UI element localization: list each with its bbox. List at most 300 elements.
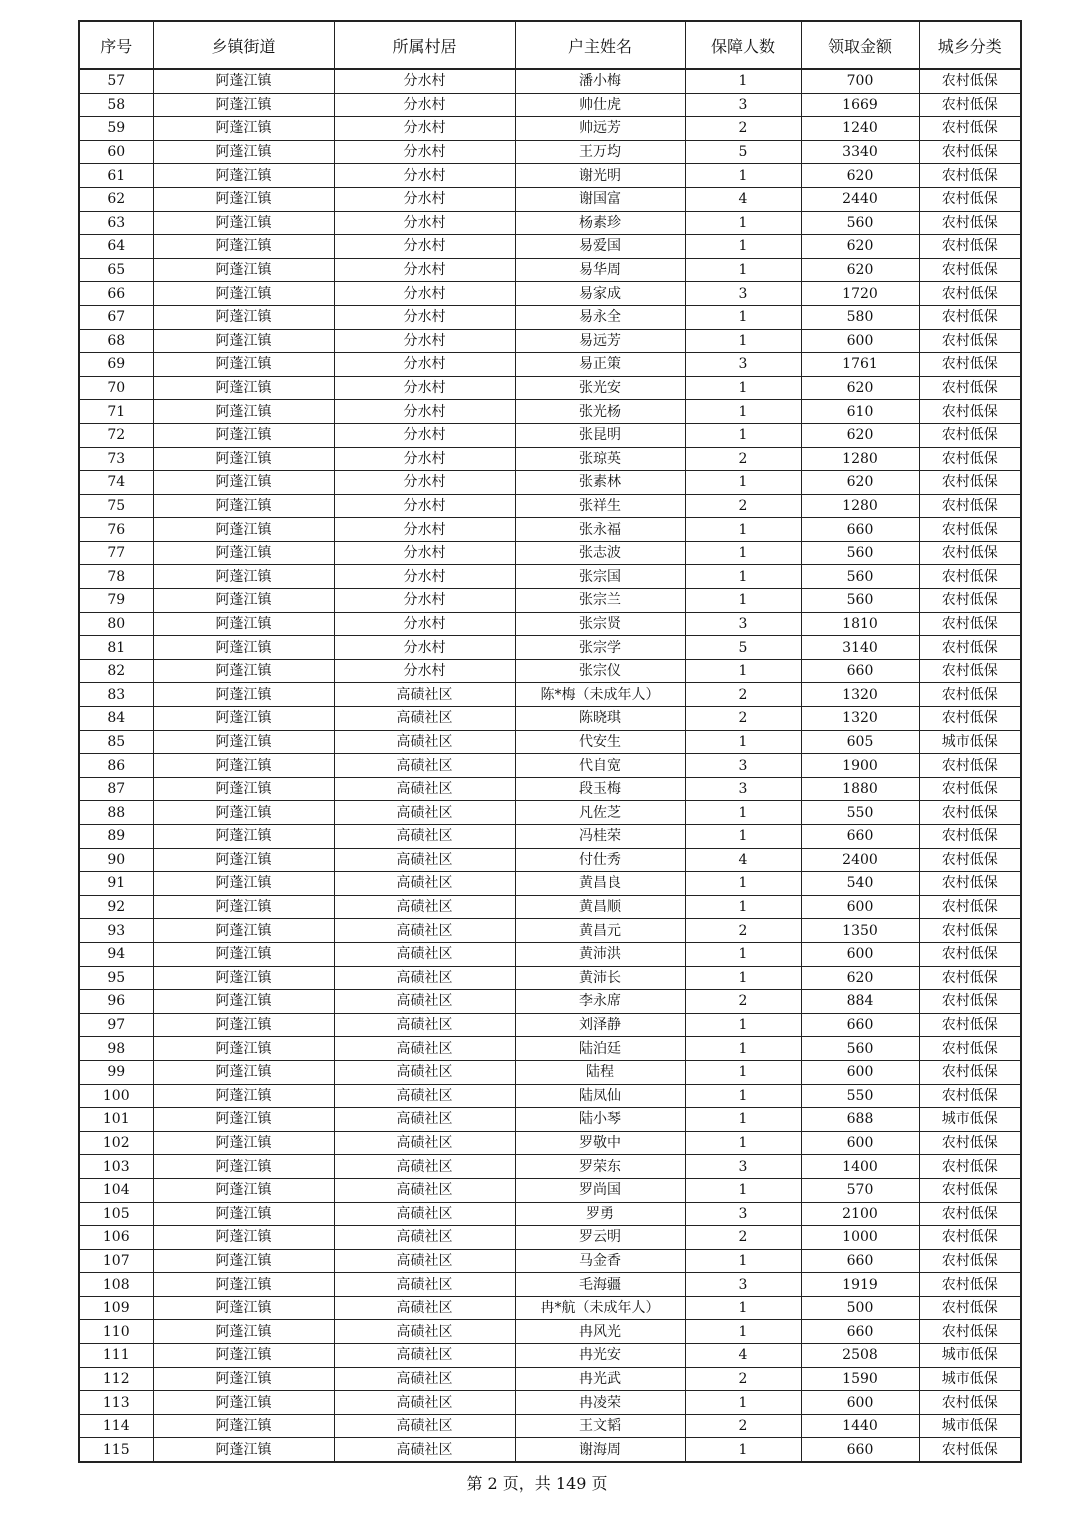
table-row [79,825,1021,849]
low-income-allowance-table [78,20,1022,1463]
township-cell: 阿蓬江镇 [153,589,334,613]
amount-cell: 2440 [801,187,919,211]
amount-cell: 620 [801,471,919,495]
household-head-cell: 黄沛洪 [515,942,685,966]
covered-persons-cell: 2 [685,1367,801,1391]
covered-persons-cell: 3 [685,282,801,306]
covered-persons-cell: 1 [685,69,801,93]
covered-persons-cell: 1 [685,1320,801,1344]
village-cell: 高碛社区 [334,919,515,943]
household-head-cell: 冉*航（未成年人） [515,1296,685,1320]
household-head-cell: 张宗仪 [515,659,685,683]
village-cell: 分水村 [334,353,515,377]
table-row [79,777,1021,801]
amount-cell: 1880 [801,777,919,801]
household-head-cell: 张昆明 [515,423,685,447]
amount-cell: 660 [801,825,919,849]
covered-persons-cell: 3 [685,1155,801,1179]
township-cell: 阿蓬江镇 [153,1273,334,1297]
table-row [79,1226,1021,1250]
amount-cell: 620 [801,164,919,188]
category-cell: 农村低保 [919,919,1021,943]
amount-cell: 660 [801,659,919,683]
amount-cell: 660 [801,1438,919,1462]
village-cell: 分水村 [334,69,515,93]
category-cell: 农村低保 [919,1131,1021,1155]
table-row [79,258,1021,282]
township-cell: 阿蓬江镇 [153,282,334,306]
serial-number-cell: 82 [79,659,153,683]
amount-cell: 1919 [801,1273,919,1297]
amount-cell: 2400 [801,848,919,872]
serial-number-cell: 80 [79,612,153,636]
category-cell: 农村低保 [919,1273,1021,1297]
covered-persons-cell: 3 [685,93,801,117]
amount-cell: 1440 [801,1414,919,1438]
covered-persons-cell: 2 [685,494,801,518]
covered-persons-cell: 1 [685,1013,801,1037]
household-head-cell: 张光安 [515,376,685,400]
category-cell: 农村低保 [919,1037,1021,1061]
category-cell: 农村低保 [919,1178,1021,1202]
amount-cell: 3140 [801,636,919,660]
township-cell: 阿蓬江镇 [153,1226,334,1250]
header-amount: 领取金额 [801,21,919,69]
township-cell: 阿蓬江镇 [153,636,334,660]
amount-cell: 600 [801,1391,919,1415]
category-cell: 农村低保 [919,1226,1021,1250]
table-row [79,848,1021,872]
serial-number-cell: 57 [79,69,153,93]
household-head-cell: 潘小梅 [515,69,685,93]
serial-number-cell: 94 [79,942,153,966]
amount-cell: 600 [801,1131,919,1155]
category-cell: 农村低保 [919,235,1021,259]
amount-cell: 1320 [801,683,919,707]
serial-number-cell: 99 [79,1060,153,1084]
table-row [79,589,1021,613]
category-cell: 农村低保 [919,1202,1021,1226]
table-row [79,164,1021,188]
village-cell: 分水村 [334,518,515,542]
township-cell: 阿蓬江镇 [153,1202,334,1226]
table-row [79,1391,1021,1415]
village-cell: 分水村 [334,329,515,353]
category-cell: 农村低保 [919,754,1021,778]
covered-persons-cell: 1 [685,400,801,424]
township-cell: 阿蓬江镇 [153,187,334,211]
category-cell: 农村低保 [919,777,1021,801]
table-row [79,541,1021,565]
table-row [79,683,1021,707]
amount-cell: 1280 [801,494,919,518]
table-row [79,1131,1021,1155]
covered-persons-cell: 1 [685,235,801,259]
township-cell: 阿蓬江镇 [153,1391,334,1415]
township-cell: 阿蓬江镇 [153,825,334,849]
township-cell: 阿蓬江镇 [153,353,334,377]
village-cell: 高碛社区 [334,777,515,801]
household-head-cell: 谢国富 [515,187,685,211]
household-head-cell: 毛海疆 [515,1273,685,1297]
covered-persons-cell: 1 [685,471,801,495]
village-cell: 分水村 [334,305,515,329]
household-head-cell: 王文韬 [515,1414,685,1438]
township-cell: 阿蓬江镇 [153,117,334,141]
table-row [79,1013,1021,1037]
serial-number-cell: 63 [79,211,153,235]
covered-persons-cell: 1 [685,1037,801,1061]
serial-number-cell: 78 [79,565,153,589]
township-cell: 阿蓬江镇 [153,1344,334,1368]
header-category: 城乡分类 [919,21,1021,69]
household-head-cell: 张宗国 [515,565,685,589]
covered-persons-cell: 3 [685,1202,801,1226]
amount-cell: 688 [801,1108,919,1132]
township-cell: 阿蓬江镇 [153,848,334,872]
household-head-cell: 张祥生 [515,494,685,518]
village-cell: 分水村 [334,376,515,400]
table-body [79,69,1021,1462]
category-cell: 农村低保 [919,471,1021,495]
category-cell: 农村低保 [919,211,1021,235]
serial-number-cell: 86 [79,754,153,778]
amount-cell: 1590 [801,1367,919,1391]
amount-cell: 560 [801,211,919,235]
serial-number-cell: 79 [79,589,153,613]
category-cell: 农村低保 [919,707,1021,731]
township-cell: 阿蓬江镇 [153,1037,334,1061]
header-village: 所属村居 [334,21,515,69]
amount-cell: 660 [801,1013,919,1037]
township-cell: 阿蓬江镇 [153,754,334,778]
amount-cell: 550 [801,1084,919,1108]
township-cell: 阿蓬江镇 [153,565,334,589]
village-cell: 分水村 [334,282,515,306]
village-cell: 高碛社区 [334,1273,515,1297]
township-cell: 阿蓬江镇 [153,1084,334,1108]
village-cell: 高碛社区 [334,942,515,966]
category-cell: 农村低保 [919,400,1021,424]
household-head-cell: 罗云明 [515,1226,685,1250]
township-cell: 阿蓬江镇 [153,895,334,919]
table-row [79,93,1021,117]
amount-cell: 2100 [801,1202,919,1226]
amount-cell: 884 [801,990,919,1014]
serial-number-cell: 111 [79,1344,153,1368]
category-cell: 农村低保 [919,1296,1021,1320]
table-row [79,1367,1021,1391]
table-row [79,282,1021,306]
category-cell: 城市低保 [919,1344,1021,1368]
serial-number-cell: 66 [79,282,153,306]
category-cell: 农村低保 [919,990,1021,1014]
township-cell: 阿蓬江镇 [153,1155,334,1179]
category-cell: 农村低保 [919,565,1021,589]
table-row [79,1178,1021,1202]
covered-persons-cell: 2 [685,707,801,731]
covered-persons-cell: 5 [685,140,801,164]
category-cell: 农村低保 [919,494,1021,518]
household-head-cell: 陆泊廷 [515,1037,685,1061]
township-cell: 阿蓬江镇 [153,447,334,471]
covered-persons-cell: 3 [685,754,801,778]
category-cell: 农村低保 [919,69,1021,93]
table-row [79,1273,1021,1297]
category-cell: 农村低保 [919,1155,1021,1179]
amount-cell: 1320 [801,707,919,731]
township-cell: 阿蓬江镇 [153,612,334,636]
township-cell: 阿蓬江镇 [153,1296,334,1320]
serial-number-cell: 69 [79,353,153,377]
table-row [79,518,1021,542]
table-row [79,872,1021,896]
township-cell: 阿蓬江镇 [153,305,334,329]
category-cell: 农村低保 [919,282,1021,306]
serial-number-cell: 74 [79,471,153,495]
serial-number-cell: 65 [79,258,153,282]
township-cell: 阿蓬江镇 [153,140,334,164]
category-cell: 农村低保 [919,1391,1021,1415]
table-row [79,990,1021,1014]
village-cell: 分水村 [334,235,515,259]
covered-persons-cell: 1 [685,589,801,613]
serial-number-cell: 75 [79,494,153,518]
covered-persons-cell: 1 [685,305,801,329]
household-head-cell: 刘泽静 [515,1013,685,1037]
covered-persons-cell: 1 [685,376,801,400]
township-cell: 阿蓬江镇 [153,518,334,542]
village-cell: 高碛社区 [334,1367,515,1391]
township-cell: 阿蓬江镇 [153,1249,334,1273]
covered-persons-cell: 1 [685,1178,801,1202]
table-row [79,1414,1021,1438]
table-header [79,21,1021,69]
covered-persons-cell: 1 [685,801,801,825]
village-cell: 分水村 [334,589,515,613]
household-head-cell: 陆小琴 [515,1108,685,1132]
covered-persons-cell: 1 [685,1060,801,1084]
category-cell: 农村低保 [919,1084,1021,1108]
category-cell: 农村低保 [919,447,1021,471]
household-head-cell: 冉光武 [515,1367,685,1391]
serial-number-cell: 108 [79,1273,153,1297]
serial-number-cell: 101 [79,1108,153,1132]
township-cell: 阿蓬江镇 [153,990,334,1014]
village-cell: 高碛社区 [334,1131,515,1155]
covered-persons-cell: 3 [685,777,801,801]
category-cell: 农村低保 [919,1249,1021,1273]
township-cell: 阿蓬江镇 [153,1013,334,1037]
township-cell: 阿蓬江镇 [153,730,334,754]
village-cell: 分水村 [334,659,515,683]
serial-number-cell: 62 [79,187,153,211]
amount-cell: 2508 [801,1344,919,1368]
amount-cell: 1000 [801,1226,919,1250]
township-cell: 阿蓬江镇 [153,1108,334,1132]
amount-cell: 560 [801,589,919,613]
household-head-cell: 张永福 [515,518,685,542]
category-cell: 农村低保 [919,848,1021,872]
village-cell: 分水村 [334,471,515,495]
household-head-cell: 帅仕虎 [515,93,685,117]
category-cell: 农村低保 [919,93,1021,117]
household-head-cell: 杨素珍 [515,211,685,235]
serial-number-cell: 91 [79,872,153,896]
village-cell: 分水村 [334,164,515,188]
serial-number-cell: 95 [79,966,153,990]
covered-persons-cell: 1 [685,1131,801,1155]
serial-number-cell: 70 [79,376,153,400]
amount-cell: 620 [801,376,919,400]
household-head-cell: 黄昌顺 [515,895,685,919]
township-cell: 阿蓬江镇 [153,69,334,93]
village-cell: 分水村 [334,140,515,164]
village-cell: 高碛社区 [334,1155,515,1179]
amount-cell: 660 [801,518,919,542]
covered-persons-cell: 1 [685,659,801,683]
serial-number-cell: 107 [79,1249,153,1273]
township-cell: 阿蓬江镇 [153,235,334,259]
serial-number-cell: 61 [79,164,153,188]
serial-number-cell: 109 [79,1296,153,1320]
household-head-cell: 陈晓琪 [515,707,685,731]
household-head-cell: 罗敬中 [515,1131,685,1155]
category-cell: 城市低保 [919,1367,1021,1391]
amount-cell: 560 [801,541,919,565]
covered-persons-cell: 4 [685,187,801,211]
serial-number-cell: 114 [79,1414,153,1438]
covered-persons-cell: 1 [685,1391,801,1415]
township-cell: 阿蓬江镇 [153,801,334,825]
category-cell: 农村低保 [919,966,1021,990]
serial-number-cell: 81 [79,636,153,660]
household-head-cell: 陈*梅（未成年人） [515,683,685,707]
amount-cell: 700 [801,69,919,93]
village-cell: 高碛社区 [334,1249,515,1273]
category-cell: 城市低保 [919,730,1021,754]
table-row [79,942,1021,966]
table-row [79,919,1021,943]
serial-number-cell: 73 [79,447,153,471]
table-row [79,1344,1021,1368]
table-row [79,117,1021,141]
category-cell: 农村低保 [919,589,1021,613]
covered-persons-cell: 5 [685,636,801,660]
household-head-cell: 张琼英 [515,447,685,471]
table-row [79,235,1021,259]
township-cell: 阿蓬江镇 [153,423,334,447]
household-head-cell: 易华周 [515,258,685,282]
amount-cell: 570 [801,1178,919,1202]
village-cell: 分水村 [334,565,515,589]
covered-persons-cell: 1 [685,164,801,188]
village-cell: 分水村 [334,211,515,235]
table-row [79,69,1021,93]
category-cell: 农村低保 [919,117,1021,141]
serial-number-cell: 88 [79,801,153,825]
serial-number-cell: 85 [79,730,153,754]
amount-cell: 600 [801,1060,919,1084]
village-cell: 高碛社区 [334,872,515,896]
amount-cell: 1900 [801,754,919,778]
covered-persons-cell: 1 [685,942,801,966]
township-cell: 阿蓬江镇 [153,777,334,801]
serial-number-cell: 58 [79,93,153,117]
serial-number-cell: 83 [79,683,153,707]
household-head-cell: 冉光安 [515,1344,685,1368]
township-cell: 阿蓬江镇 [153,1414,334,1438]
serial-number-cell: 90 [79,848,153,872]
household-head-cell: 谢海周 [515,1438,685,1462]
covered-persons-cell: 1 [685,329,801,353]
serial-number-cell: 102 [79,1131,153,1155]
amount-cell: 1669 [801,93,919,117]
village-cell: 分水村 [334,636,515,660]
household-head-cell: 谢光明 [515,164,685,188]
village-cell: 分水村 [334,400,515,424]
household-head-cell: 黄昌元 [515,919,685,943]
serial-number-cell: 113 [79,1391,153,1415]
township-cell: 阿蓬江镇 [153,872,334,896]
category-cell: 农村低保 [919,1438,1021,1462]
amount-cell: 600 [801,329,919,353]
village-cell: 高碛社区 [334,1178,515,1202]
village-cell: 高碛社区 [334,1414,515,1438]
household-head-cell: 帅远芳 [515,117,685,141]
serial-number-cell: 97 [79,1013,153,1037]
household-head-cell: 罗尚国 [515,1178,685,1202]
household-head-cell: 段玉梅 [515,777,685,801]
table-row [79,447,1021,471]
household-head-cell: 陆凤仙 [515,1084,685,1108]
household-head-cell: 罗勇 [515,1202,685,1226]
township-cell: 阿蓬江镇 [153,400,334,424]
amount-cell: 1350 [801,919,919,943]
table-row [79,966,1021,990]
covered-persons-cell: 2 [685,990,801,1014]
township-cell: 阿蓬江镇 [153,1131,334,1155]
category-cell: 农村低保 [919,683,1021,707]
table-row [79,423,1021,447]
village-cell: 高碛社区 [334,683,515,707]
amount-cell: 560 [801,1037,919,1061]
table-row [79,565,1021,589]
category-cell: 农村低保 [919,636,1021,660]
table-row [79,1249,1021,1273]
amount-cell: 1280 [801,447,919,471]
amount-cell: 1240 [801,117,919,141]
covered-persons-cell: 1 [685,541,801,565]
amount-cell: 1810 [801,612,919,636]
township-cell: 阿蓬江镇 [153,1320,334,1344]
township-cell: 阿蓬江镇 [153,258,334,282]
category-cell: 农村低保 [919,187,1021,211]
covered-persons-cell: 1 [685,872,801,896]
covered-persons-cell: 1 [685,895,801,919]
table-row [79,329,1021,353]
household-head-cell: 张宗兰 [515,589,685,613]
household-head-cell: 代安生 [515,730,685,754]
category-cell: 城市低保 [919,1108,1021,1132]
household-head-cell: 罗荣东 [515,1155,685,1179]
household-head-cell: 易家成 [515,282,685,306]
township-cell: 阿蓬江镇 [153,1367,334,1391]
amount-cell: 620 [801,235,919,259]
category-cell: 农村低保 [919,895,1021,919]
category-cell: 农村低保 [919,825,1021,849]
covered-persons-cell: 1 [685,565,801,589]
